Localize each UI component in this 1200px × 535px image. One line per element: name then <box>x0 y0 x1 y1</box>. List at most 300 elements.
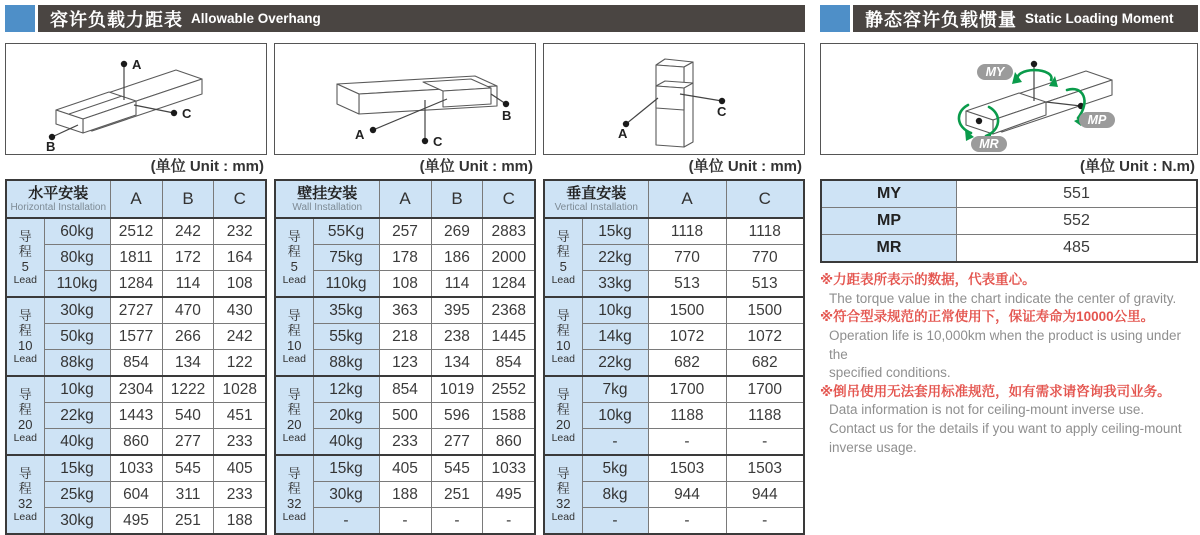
overhang-value: 1028 <box>214 376 266 403</box>
load-label: 20kg <box>313 403 379 429</box>
panel-wall-installation <box>274 43 536 535</box>
overhang-value: 277 <box>431 429 483 456</box>
overhang-value: 1500 <box>648 297 726 324</box>
overhang-value: 1500 <box>726 297 804 324</box>
static-moment-table <box>820 179 1198 263</box>
table-row <box>6 324 266 350</box>
table-row <box>544 245 804 271</box>
lead-line: 32 <box>556 495 571 511</box>
overhang-value: 495 <box>483 482 535 508</box>
load-label: 40kg <box>313 429 379 456</box>
table-row <box>6 429 266 456</box>
load-label: 10kg <box>582 403 648 429</box>
section-title-en: Static Loading Moment <box>1025 11 1174 26</box>
horizontal-installation-diagram <box>5 43 267 155</box>
overhang-value: 1700 <box>726 376 804 403</box>
lead-line: Lead <box>551 352 575 365</box>
my-badge-label: MY <box>985 65 1005 79</box>
table-row <box>275 245 535 271</box>
overhang-value: 1443 <box>110 403 162 429</box>
load-label: 40kg <box>44 429 110 456</box>
load-label: 15kg <box>44 455 110 482</box>
table-row <box>6 508 266 535</box>
lead-line: 导 <box>287 307 301 323</box>
load-label: 25kg <box>44 482 110 508</box>
table-row <box>6 376 266 403</box>
table-row <box>544 297 804 324</box>
overhang-value: 2304 <box>110 376 162 403</box>
overhang-value: 233 <box>214 482 266 508</box>
table-row <box>6 482 266 508</box>
point-label-b: B <box>46 139 56 154</box>
overhang-value: 134 <box>431 350 483 377</box>
installation-type-header <box>544 180 648 218</box>
overhang-value: 1284 <box>483 271 535 298</box>
section-title-zh: 静态容许负载惯量 <box>865 9 1017 30</box>
overhang-value: 2512 <box>110 218 162 245</box>
lead-line: 10 <box>556 337 571 353</box>
table-row <box>544 455 804 482</box>
moment-rail-drawing <box>821 44 1197 154</box>
point-label-b: B <box>502 108 512 123</box>
table-row <box>275 482 535 508</box>
load-label: 75kg <box>313 245 379 271</box>
load-label: 30kg <box>44 297 110 324</box>
table-header-row <box>275 180 535 218</box>
load-label: 30kg <box>44 508 110 535</box>
table-header-row <box>544 180 804 218</box>
lead-group-label <box>544 218 582 297</box>
lead-line: Lead <box>551 510 575 523</box>
overhang-value: 218 <box>379 324 431 350</box>
lead-line: 5 <box>559 258 567 274</box>
point-label-c: C <box>182 106 192 121</box>
load-label: 30kg <box>313 482 379 508</box>
load-label: 55Kg <box>313 218 379 245</box>
load-label: - <box>313 508 379 535</box>
load-label: 5kg <box>582 455 648 482</box>
column-header-c: C <box>483 180 535 218</box>
wall-rail-drawing <box>275 44 535 154</box>
vertical-installation-table <box>543 179 805 535</box>
section-title-en: Allowable Overhang <box>191 11 321 26</box>
overhang-value: - <box>483 508 535 535</box>
column-header-c: C <box>726 180 804 218</box>
table-row <box>6 350 266 377</box>
lead-line: 20 <box>287 416 302 432</box>
wall-installation-diagram <box>274 43 536 155</box>
header-bar <box>853 5 1198 32</box>
table-row <box>275 403 535 429</box>
overhang-panels <box>5 43 805 535</box>
overhang-value: 854 <box>110 350 162 377</box>
overhang-value: 405 <box>379 455 431 482</box>
table-row <box>544 508 804 535</box>
overhang-value: 2000 <box>483 245 535 271</box>
note-zh: ※符合型录规范的正常使用下，保证寿命为10000公里。 <box>820 309 1155 325</box>
lead-line: 导 <box>556 465 570 481</box>
header-accent-square <box>5 5 35 32</box>
lead-line: 5 <box>21 258 29 274</box>
overhang-value: 500 <box>379 403 431 429</box>
overhang-value: 1033 <box>110 455 162 482</box>
lead-line: Lead <box>282 510 306 523</box>
overhang-value: 545 <box>162 455 214 482</box>
lead-line: 导 <box>287 386 301 402</box>
lead-line: 程 <box>556 480 570 496</box>
lead-line: 10 <box>18 337 33 353</box>
table-row <box>6 218 266 245</box>
overhang-value: 682 <box>648 350 726 377</box>
overhang-value: 1118 <box>648 218 726 245</box>
overhang-value: 451 <box>214 403 266 429</box>
overhang-value: 108 <box>379 271 431 298</box>
overhang-value: 513 <box>648 271 726 298</box>
mr-badge-label: MR <box>979 137 999 151</box>
lead-line: Lead <box>551 431 575 444</box>
moment-axes-diagram <box>820 43 1198 155</box>
overhang-value: 540 <box>162 403 214 429</box>
load-label: 15kg <box>582 218 648 245</box>
overhang-value: 186 <box>431 245 483 271</box>
table-row <box>544 218 804 245</box>
table-header-row <box>6 180 266 218</box>
lead-line: 20 <box>18 416 33 432</box>
load-label: 33kg <box>582 271 648 298</box>
load-label: 22kg <box>582 245 648 271</box>
lead-line: 20 <box>556 416 571 432</box>
overhang-value: 1188 <box>648 403 726 429</box>
lead-line: 程 <box>556 243 570 259</box>
lead-line: 10 <box>287 337 302 353</box>
overhang-value: 188 <box>214 508 266 535</box>
lead-line: Lead <box>13 431 37 444</box>
load-label: 7kg <box>582 376 648 403</box>
overhang-value: 114 <box>162 271 214 298</box>
overhang-value: 311 <box>162 482 214 508</box>
overhang-value: 545 <box>431 455 483 482</box>
overhang-value: 1188 <box>726 403 804 429</box>
lead-group-label <box>544 376 582 455</box>
note-en: The torque value in the chart indicate the center of gravity. <box>829 290 1177 306</box>
overhang-value: - <box>648 429 726 456</box>
overhang-value: 188 <box>379 482 431 508</box>
overhang-value: 1118 <box>726 218 804 245</box>
overhang-value: - <box>726 508 804 535</box>
load-label: 12kg <box>313 376 379 403</box>
column-header-a: A <box>379 180 431 218</box>
lead-line: Lead <box>13 510 37 523</box>
lead-line: Lead <box>282 431 306 444</box>
lead-line: 程 <box>18 401 32 417</box>
lead-group-label <box>6 297 44 376</box>
overhang-value: 470 <box>162 297 214 324</box>
header-bar <box>38 5 805 32</box>
note-en: Data information is not for ceiling-mount inverse use. <box>829 402 1145 418</box>
table-row <box>275 297 535 324</box>
load-label: 14kg <box>582 324 648 350</box>
moment-axis-label: MY <box>821 180 957 208</box>
point-label-c: C <box>717 104 727 119</box>
overhang-value: 251 <box>162 508 214 535</box>
overhang-value: 242 <box>214 324 266 350</box>
table-row <box>544 376 804 403</box>
static-loading-moment-section <box>820 5 1198 457</box>
section-title-zh: 容许负载力距表 <box>50 9 183 30</box>
lead-group-label <box>275 218 313 297</box>
moment-section-header <box>820 5 1198 32</box>
lead-group-label <box>6 218 44 297</box>
lead-line: 程 <box>287 322 301 338</box>
installation-name-zh: 垂直安装 <box>566 185 627 202</box>
moment-axis-label: MR <box>821 235 957 263</box>
lead-line: 导 <box>18 228 32 244</box>
note-en: Contact us for the details if you want to apply ceiling-mount <box>829 421 1182 436</box>
overhang-value: - <box>648 508 726 535</box>
overhang-value: 1700 <box>648 376 726 403</box>
moment-row <box>821 235 1197 263</box>
allowable-overhang-section <box>5 5 805 535</box>
load-label: 55kg <box>313 324 379 350</box>
table-row <box>275 376 535 403</box>
table-row <box>544 429 804 456</box>
lead-line: 32 <box>287 495 302 511</box>
overhang-value: 395 <box>431 297 483 324</box>
panel-horizontal-installation <box>5 43 267 535</box>
overhang-value: 108 <box>214 271 266 298</box>
lead-line: 导 <box>287 228 301 244</box>
overhang-value: 405 <box>214 455 266 482</box>
lead-line: Lead <box>13 352 37 365</box>
wall-installation-table <box>274 179 536 535</box>
overhang-value: 164 <box>214 245 266 271</box>
installation-name-en: Wall Installation <box>292 202 363 213</box>
overhang-value: 770 <box>726 245 804 271</box>
overhang-value: 1577 <box>110 324 162 350</box>
overhang-value: 2883 <box>483 218 535 245</box>
horizontal-rail-drawing <box>6 44 266 154</box>
unit-label-nm: (单位 Unit : N.m) <box>1080 158 1195 175</box>
lead-group-label <box>275 376 313 455</box>
lead-line: 程 <box>287 401 301 417</box>
overhang-value: 172 <box>162 245 214 271</box>
lead-line: 导 <box>18 465 32 481</box>
lead-line: 导 <box>18 386 32 402</box>
note-en: specified conditions. <box>829 365 951 381</box>
overhang-value: 1445 <box>483 324 535 350</box>
load-label: 60kg <box>44 218 110 245</box>
lead-line: 程 <box>287 243 301 259</box>
overhang-value: 1588 <box>483 403 535 429</box>
load-label: 10kg <box>582 297 648 324</box>
overhang-value: 854 <box>483 350 535 377</box>
overhang-value: 232 <box>214 218 266 245</box>
lead-line: 程 <box>287 480 301 496</box>
overhang-value: 944 <box>648 482 726 508</box>
lead-group-label <box>544 455 582 534</box>
load-label: 35kg <box>313 297 379 324</box>
overhang-value: 1222 <box>162 376 214 403</box>
overhang-value: 495 <box>110 508 162 535</box>
moment-row <box>821 180 1197 208</box>
overhang-value: 114 <box>431 271 483 298</box>
point-label-c: C <box>433 134 443 149</box>
lead-line: 程 <box>18 322 32 338</box>
lead-line: 程 <box>556 322 570 338</box>
table-row <box>275 455 535 482</box>
point-label-a: A <box>355 127 365 142</box>
lead-line: 导 <box>556 228 570 244</box>
column-header-b: B <box>431 180 483 218</box>
overhang-value: 363 <box>379 297 431 324</box>
table-row <box>6 403 266 429</box>
overhang-value: 257 <box>379 218 431 245</box>
overhang-value: 266 <box>162 324 214 350</box>
overhang-value: 1503 <box>648 455 726 482</box>
vertical-installation-diagram <box>543 43 805 155</box>
overhang-value: 2552 <box>483 376 535 403</box>
installation-name-en: Horizontal Installation <box>10 202 107 213</box>
overhang-value: 242 <box>162 218 214 245</box>
load-label: 80kg <box>44 245 110 271</box>
load-label: 15kg <box>313 455 379 482</box>
table-row <box>544 324 804 350</box>
vertical-rail-drawing <box>544 44 804 154</box>
overhang-value: 122 <box>214 350 266 377</box>
overhang-value: 123 <box>379 350 431 377</box>
load-label: 10kg <box>44 376 110 403</box>
load-label: - <box>582 429 648 456</box>
load-label: 88kg <box>44 350 110 377</box>
lead-group-label <box>6 455 44 534</box>
lead-group-label <box>544 297 582 376</box>
load-label: 22kg <box>582 350 648 377</box>
overhang-value: 1503 <box>726 455 804 482</box>
overhang-value: - <box>431 508 483 535</box>
unit-label-mm: (单位 Unit : mm) <box>688 158 802 175</box>
header-accent-square <box>820 5 850 32</box>
table-row <box>275 271 535 298</box>
load-label: 8kg <box>582 482 648 508</box>
table-row <box>275 350 535 377</box>
lead-group-label <box>6 376 44 455</box>
overhang-value: 944 <box>726 482 804 508</box>
note-zh: ※力距表所表示的数据，代表重心。 <box>820 272 1036 287</box>
point-label-a: A <box>618 126 628 141</box>
moment-value: 485 <box>957 235 1198 263</box>
overhang-value: 860 <box>483 429 535 456</box>
load-label: 50kg <box>44 324 110 350</box>
overhang-value: 596 <box>431 403 483 429</box>
table-row <box>6 455 266 482</box>
overhang-value: 1033 <box>483 455 535 482</box>
table-row <box>6 297 266 324</box>
overhang-section-header <box>5 5 805 32</box>
overhang-value: 1072 <box>648 324 726 350</box>
column-header-c: C <box>214 180 266 218</box>
overhang-value: 1811 <box>110 245 162 271</box>
table-row <box>275 324 535 350</box>
load-label: 88kg <box>313 350 379 377</box>
overhang-value: 277 <box>162 429 214 456</box>
overhang-value: 770 <box>648 245 726 271</box>
lead-line: Lead <box>282 273 306 286</box>
table-row <box>275 508 535 535</box>
overhang-value: 269 <box>431 218 483 245</box>
moment-axis-label: MP <box>821 208 957 235</box>
load-label: - <box>582 508 648 535</box>
lead-line: Lead <box>551 273 575 286</box>
overhang-value: 233 <box>379 429 431 456</box>
lead-group-label <box>275 297 313 376</box>
overhang-value: 604 <box>110 482 162 508</box>
lead-line: 程 <box>18 480 32 496</box>
note-en: Operation life is 10,000km when the product is using under the <box>829 327 1181 362</box>
note-en: inverse usage. <box>829 439 917 455</box>
lead-line: 程 <box>556 401 570 417</box>
lead-line: 5 <box>290 258 298 274</box>
table-row <box>6 245 266 271</box>
lead-line: Lead <box>13 273 37 286</box>
column-header-b: B <box>162 180 214 218</box>
column-header-a: A <box>110 180 162 218</box>
lead-line: 程 <box>18 243 32 259</box>
lead-line: 导 <box>18 307 32 323</box>
table-row <box>6 271 266 298</box>
overhang-value: 854 <box>379 376 431 403</box>
table-row <box>544 271 804 298</box>
point-label-a: A <box>132 57 142 72</box>
lead-line: Lead <box>282 352 306 365</box>
unit-label-mm: (单位 Unit : mm) <box>150 158 264 175</box>
overhang-value: 251 <box>431 482 483 508</box>
lead-line: 导 <box>287 465 301 481</box>
moment-value: 551 <box>957 180 1198 208</box>
lead-group-label <box>275 455 313 534</box>
overhang-value: 1072 <box>726 324 804 350</box>
overhang-value: 2368 <box>483 297 535 324</box>
overhang-value: - <box>379 508 431 535</box>
load-label: 110kg <box>313 271 379 298</box>
lead-line: 导 <box>556 386 570 402</box>
installation-type-header <box>6 180 110 218</box>
column-header-a: A <box>648 180 726 218</box>
overhang-value: 238 <box>431 324 483 350</box>
panel-vertical-installation <box>543 43 805 535</box>
overhang-value: 430 <box>214 297 266 324</box>
overhang-value: 682 <box>726 350 804 377</box>
overhang-value: 1284 <box>110 271 162 298</box>
table-row <box>544 350 804 377</box>
installation-name-zh: 水平安装 <box>28 185 89 202</box>
horizontal-installation-table <box>5 179 267 535</box>
mp-badge-label: MP <box>1087 113 1107 127</box>
installation-type-header <box>275 180 379 218</box>
table-row <box>544 482 804 508</box>
installation-name-zh: 壁挂安装 <box>297 185 358 202</box>
table-row <box>275 218 535 245</box>
moment-row <box>821 208 1197 235</box>
table-row <box>544 403 804 429</box>
load-label: 22kg <box>44 403 110 429</box>
overhang-value: 1019 <box>431 376 483 403</box>
overhang-value: 134 <box>162 350 214 377</box>
overhang-value: 860 <box>110 429 162 456</box>
note-zh: ※倒吊使用无法套用标准规范，如有需求请咨询我司业务。 <box>820 383 1171 399</box>
lead-line: 32 <box>18 495 33 511</box>
overhang-value: 233 <box>214 429 266 456</box>
overhang-value: 513 <box>726 271 804 298</box>
